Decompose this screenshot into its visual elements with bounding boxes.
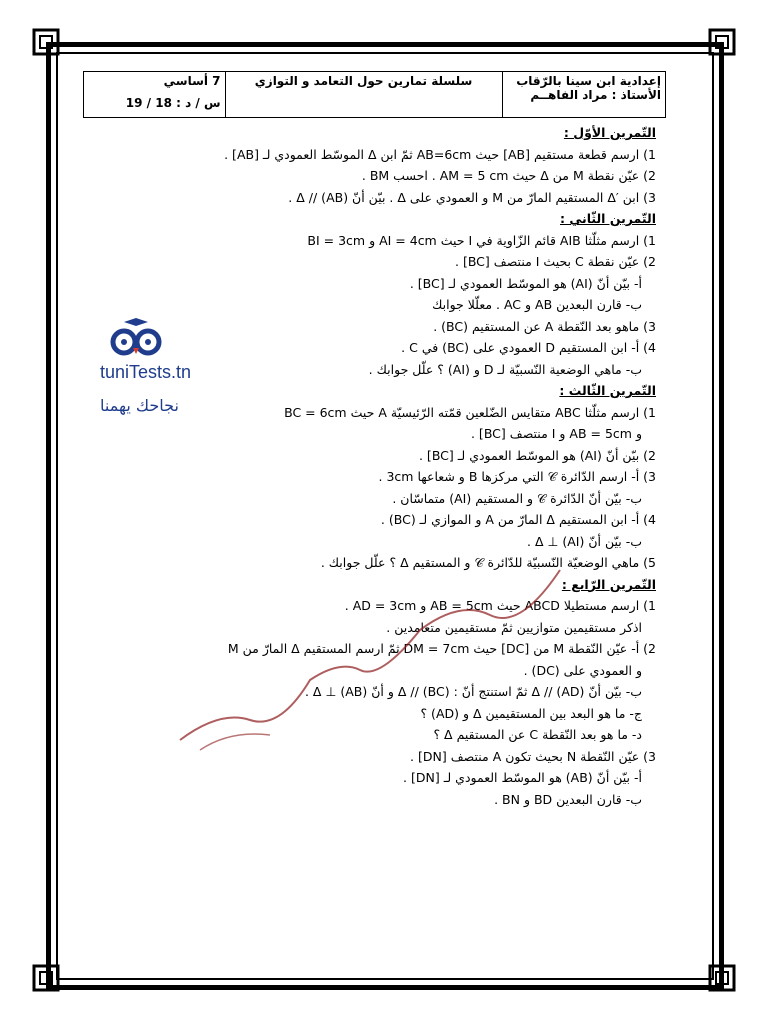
exercise-line: ج- ما هو البعد بين المستقيمين Δ و (AD) ؟ (420, 705, 642, 721)
exercise-line: ب- بيّن أنّ (AI) ⊥ Δ . (527, 533, 642, 549)
logo-slogan: نجاحك يهمنا (100, 396, 179, 415)
exercise-line: 2) عيّن نقطة C بحيث I منتصف [BC] . (455, 254, 656, 269)
corner-ornament (32, 28, 60, 56)
exercise-line: و العمودي على (DC) . (523, 662, 642, 678)
corner-ornament (708, 28, 736, 56)
exercise-line: 1) ارسم مثلّثا ABC متقايس الضّلعين قمّته الرّئيسيّة A حيث BC = 6cm (284, 404, 656, 420)
school-year: س / د : 18 / 19 (125, 96, 221, 110)
corner-ornament (32, 964, 60, 992)
exercise-title: التّمرين الثّاني : (560, 211, 656, 226)
exercise-line: أ- بيّن أنّ (AB) هو الموسّط العمودي لـ [DN] . (403, 770, 642, 785)
exercise-line: و AB = 5cm و I منتصف [BC] . (470, 426, 642, 441)
header-title-cell (225, 72, 502, 117)
exercise-line: ب- بيّن أنّ الدّائرة 𝒞 و المستقيم (AI) متماسّان . (392, 490, 642, 506)
exercise-line: أ- بيّن أنّ (AI) هو الموسّط العمودي لـ [BC] . (409, 275, 642, 291)
exercise-line: ب- ماهي الوضعية النّسبيّة لـ D و (AI) ؟ علّل جوابك . (368, 361, 642, 377)
exercise-title: التّمرين الأوّل : (563, 125, 656, 140)
grade-level: 7 أساسي (163, 74, 221, 88)
exercise-line: 4) أ- ابن المستقيم Δ المارّ من A و الموازي لـ (BC) . (380, 512, 656, 527)
exercise-line: 2) بيّن أنّ (AI) هو الموسّط العمودي لـ [BC] . (418, 447, 656, 463)
teacher-name: الأستاذ : مراد الفاهــم (530, 88, 661, 102)
exercise-line: ب- قارن البعدين BD و BN . (494, 791, 642, 807)
exercise-line: 1) ارسم مستطيلا ABCD حيث AB = 5cm و AD = 3cm . (344, 598, 656, 613)
exercise-line: د- ما هو بعد النّقطة C عن المستقيم Δ ؟ (433, 727, 642, 742)
exercises-content (150, 122, 656, 810)
exercise-title: التّمرين الرّابع : (561, 576, 656, 592)
exercise-line: 2) أ- عيّن النّقطة M من [DC] حيث DM = 7cm ثمّ ارسم المستقيم Δ المارّ من M (227, 641, 656, 656)
exercise-line: 3) أ- ارسم الدّائرة 𝒞 التي مركزها B و شعاعها 3cm . (378, 469, 656, 484)
header-level-cell (84, 72, 225, 117)
worksheet-title: سلسلة تمارين حول التعامد و التوازي (254, 74, 473, 88)
exercise-line: 3) ماهو بعد النّقطة A عن المستقيم (BC) . (433, 318, 656, 334)
exercise-line: ب- بيّن أنّ (AD) // Δ ثمّ استنتج أنّ : (BC) // Δ و أنّ (AB) ⊥ Δ . (304, 684, 642, 699)
exercise-line: 1) ارسم مثلّثا AIB قائم الزّاوية في I حيث AI = 4cm و BI = 3cm (307, 232, 656, 248)
header-school-cell (502, 72, 665, 117)
exercise-line: 3) ابن ′Δ المستقيم المارّ من M و العمودي على Δ . بيّن أنّ (AB) // Δ . (288, 189, 656, 205)
header-table (83, 71, 666, 118)
exercise-line: 5) ماهي الوضعيّة النّسبيّة للدّائرة 𝒞 و المستقيم Δ ؟ علّل جوابك . (320, 555, 656, 570)
exercise-line: ب- قارن البعدين AB و AC . معلّلا جوابك (432, 297, 642, 312)
exercise-line: 1) ارسم قطعة مستقيم [AB] حيث AB=6cm ثمّ ابن Δ الموسّط العمودي لـ [AB] . (224, 146, 656, 162)
exercise-line: 3) عيّن النّقطة N بحيث تكون A منتصف [DN] . (410, 748, 656, 764)
exercise-line: 2) عيّن نقطة M من Δ حيث AM = 5 cm . احسب BM . (361, 168, 656, 183)
exercise-line: 4) أ- ابن المستقيم D العمودي على (BC) في C . (401, 340, 656, 355)
logo-brand-text: tuniTests.tn (100, 362, 192, 382)
corner-ornament (708, 964, 736, 992)
exercise-title: التّمرين الثّالث : (559, 383, 656, 398)
school-name: إعدادية ابن سينا بالرّقاب (516, 74, 661, 88)
exercise-line: اذكر مستقيمين متوازيين ثمّ مستقيمين متعامدين . (386, 619, 642, 635)
